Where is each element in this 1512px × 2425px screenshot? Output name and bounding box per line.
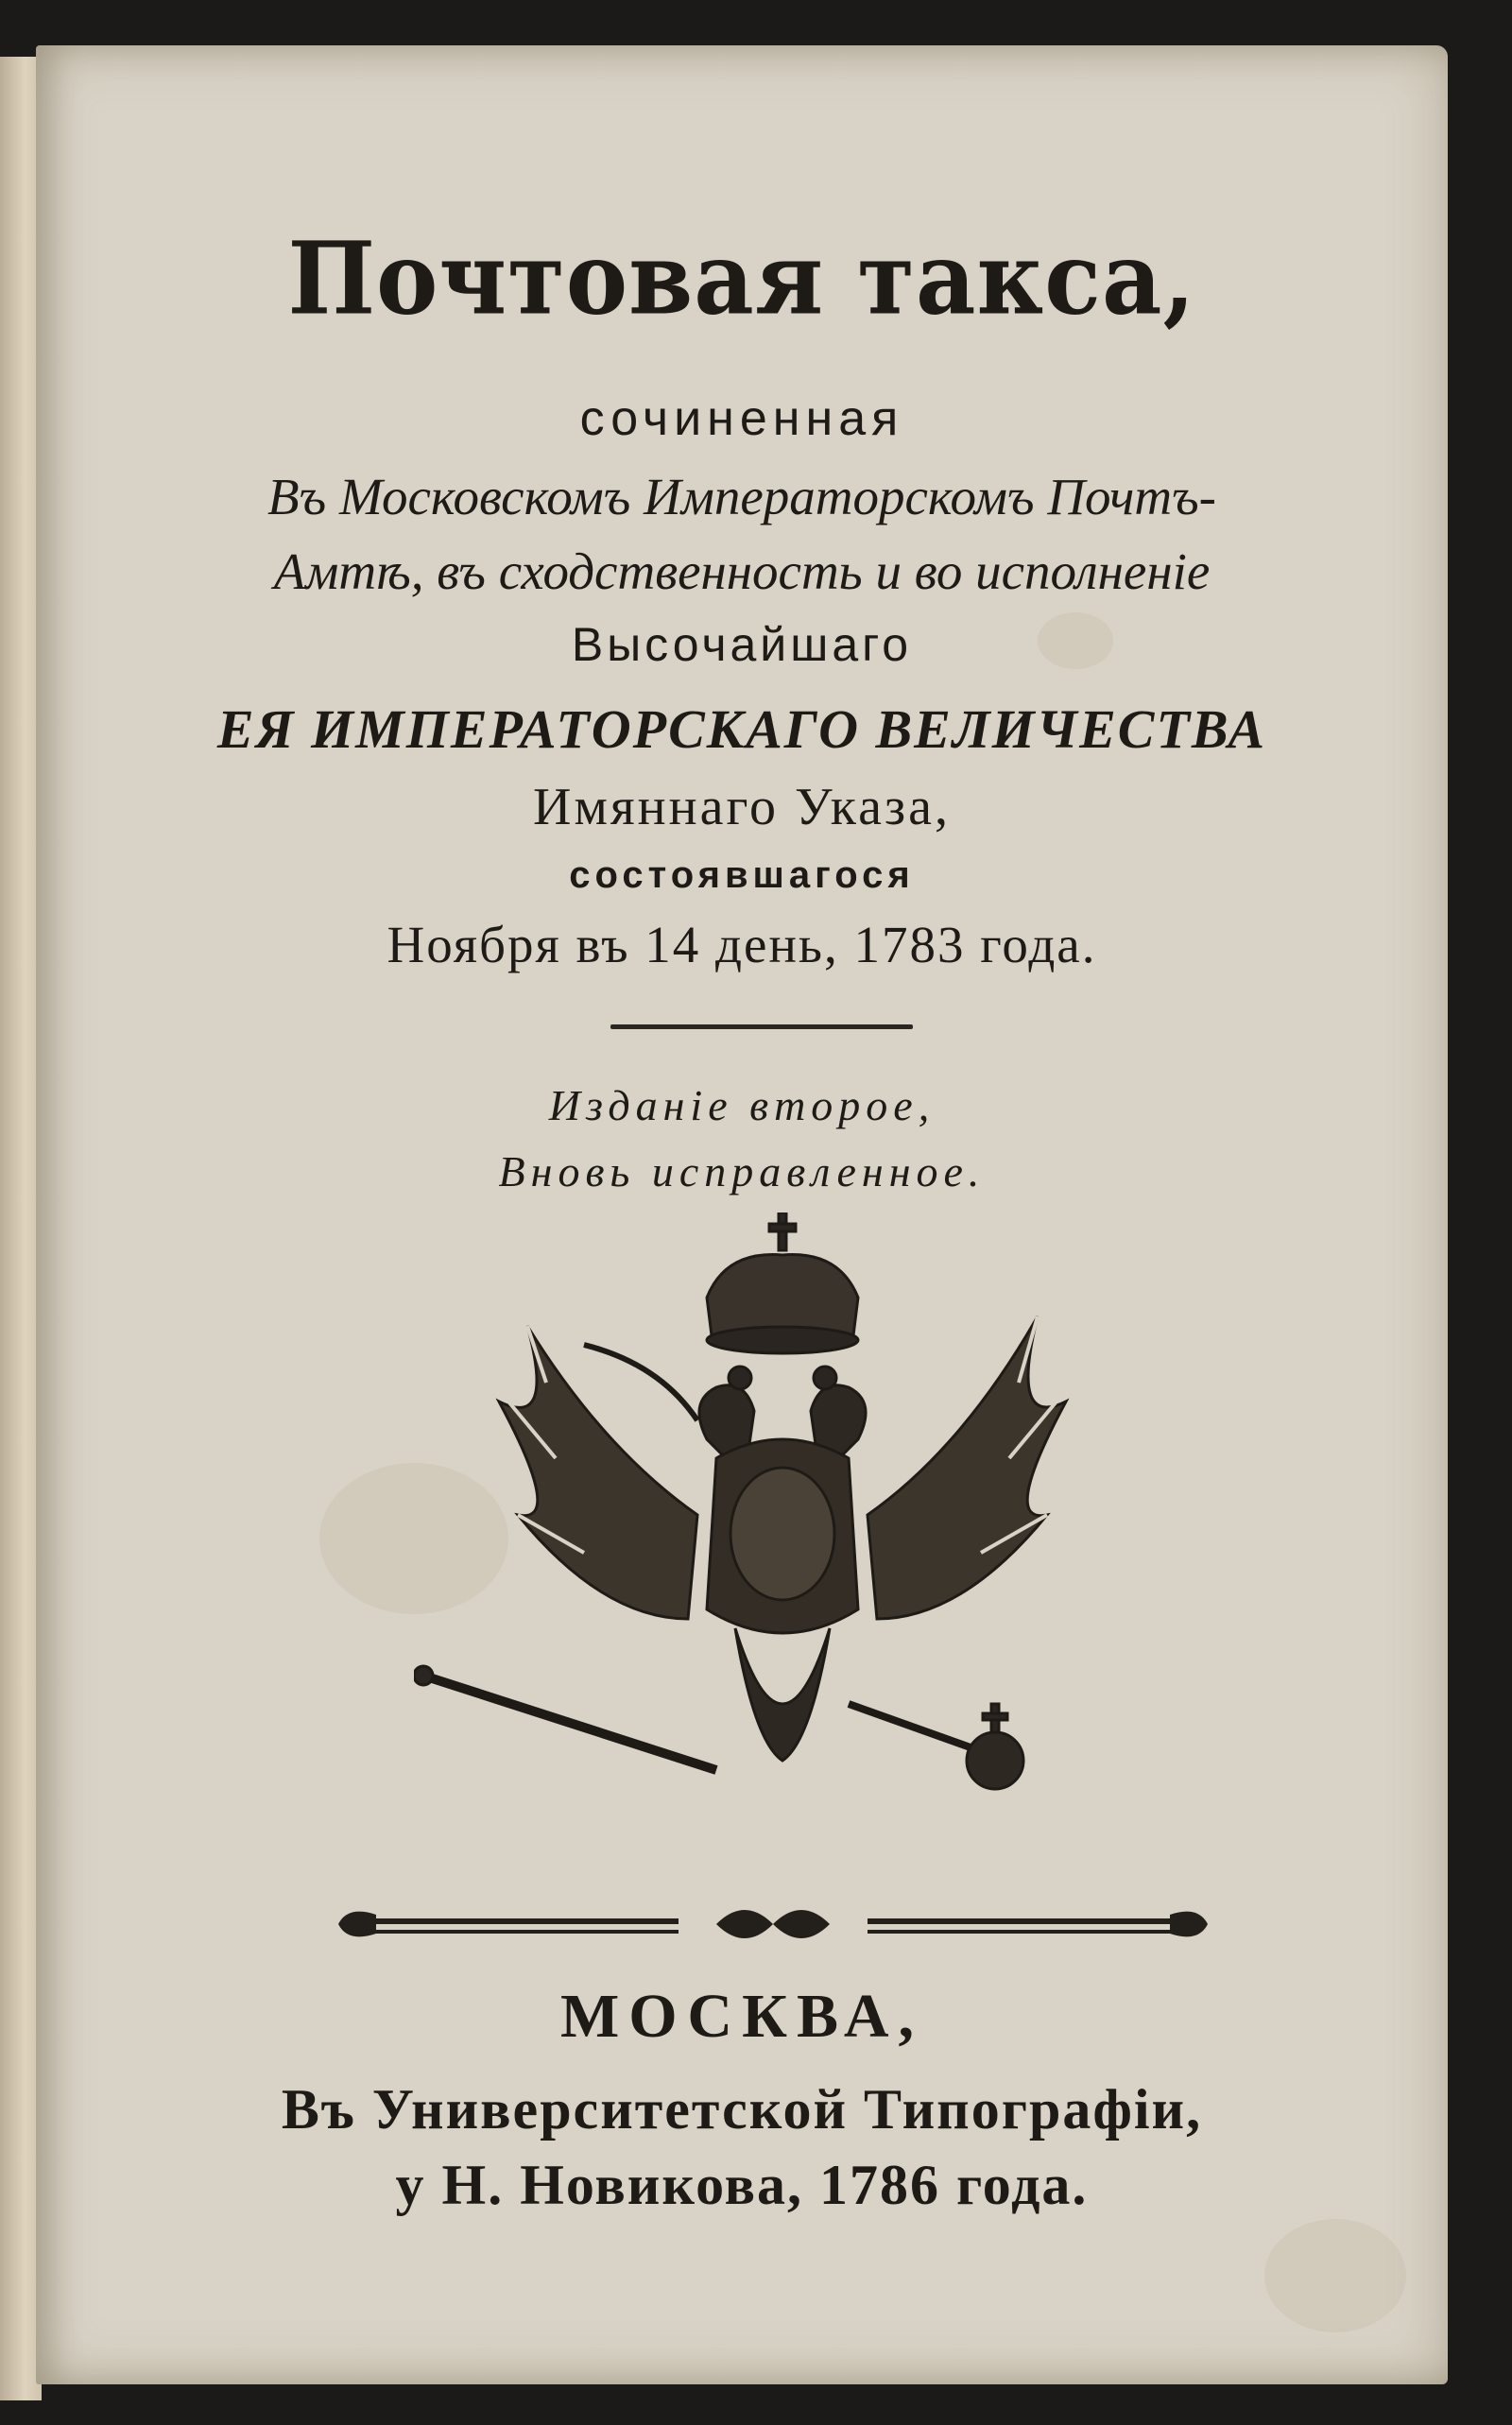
title-page [36,45,1448,2384]
subtitle-line: сочиненная [579,391,904,446]
double-headed-eagle-icon [414,1212,1151,1836]
edition-line: Вновь исправленное. [498,1147,986,1195]
text-line: Высочайшаго [571,618,913,671]
text-line: состоявшагося [569,854,915,896]
text-line: Имяннаго Указа, [533,778,951,836]
text-line: Амтѣ, въ сходственность и во исполненіе [273,542,1211,600]
imprint-line: Въ Университетской Типографіи, [281,2078,1203,2141]
imprint-line: у Н. Новикова, 1786 года. [395,2154,1089,2216]
edition-line: Изданіе второе, [548,1081,936,1129]
date-line: Ноября въ 14 день, 1783 года. [387,916,1097,973]
ornamental-divider [338,1896,1208,1952]
text-line: ЕЯ ИМПЕРАТОРСКАГО ВЕЛИЧЕСТВА [216,698,1267,760]
page-title: Почтовая такса, [287,220,1196,338]
city-line: МОСКВА, [560,1982,923,2051]
divider [610,1024,913,1029]
text-line: Въ Московскомъ Императорскомъ Почтъ- [267,468,1216,525]
